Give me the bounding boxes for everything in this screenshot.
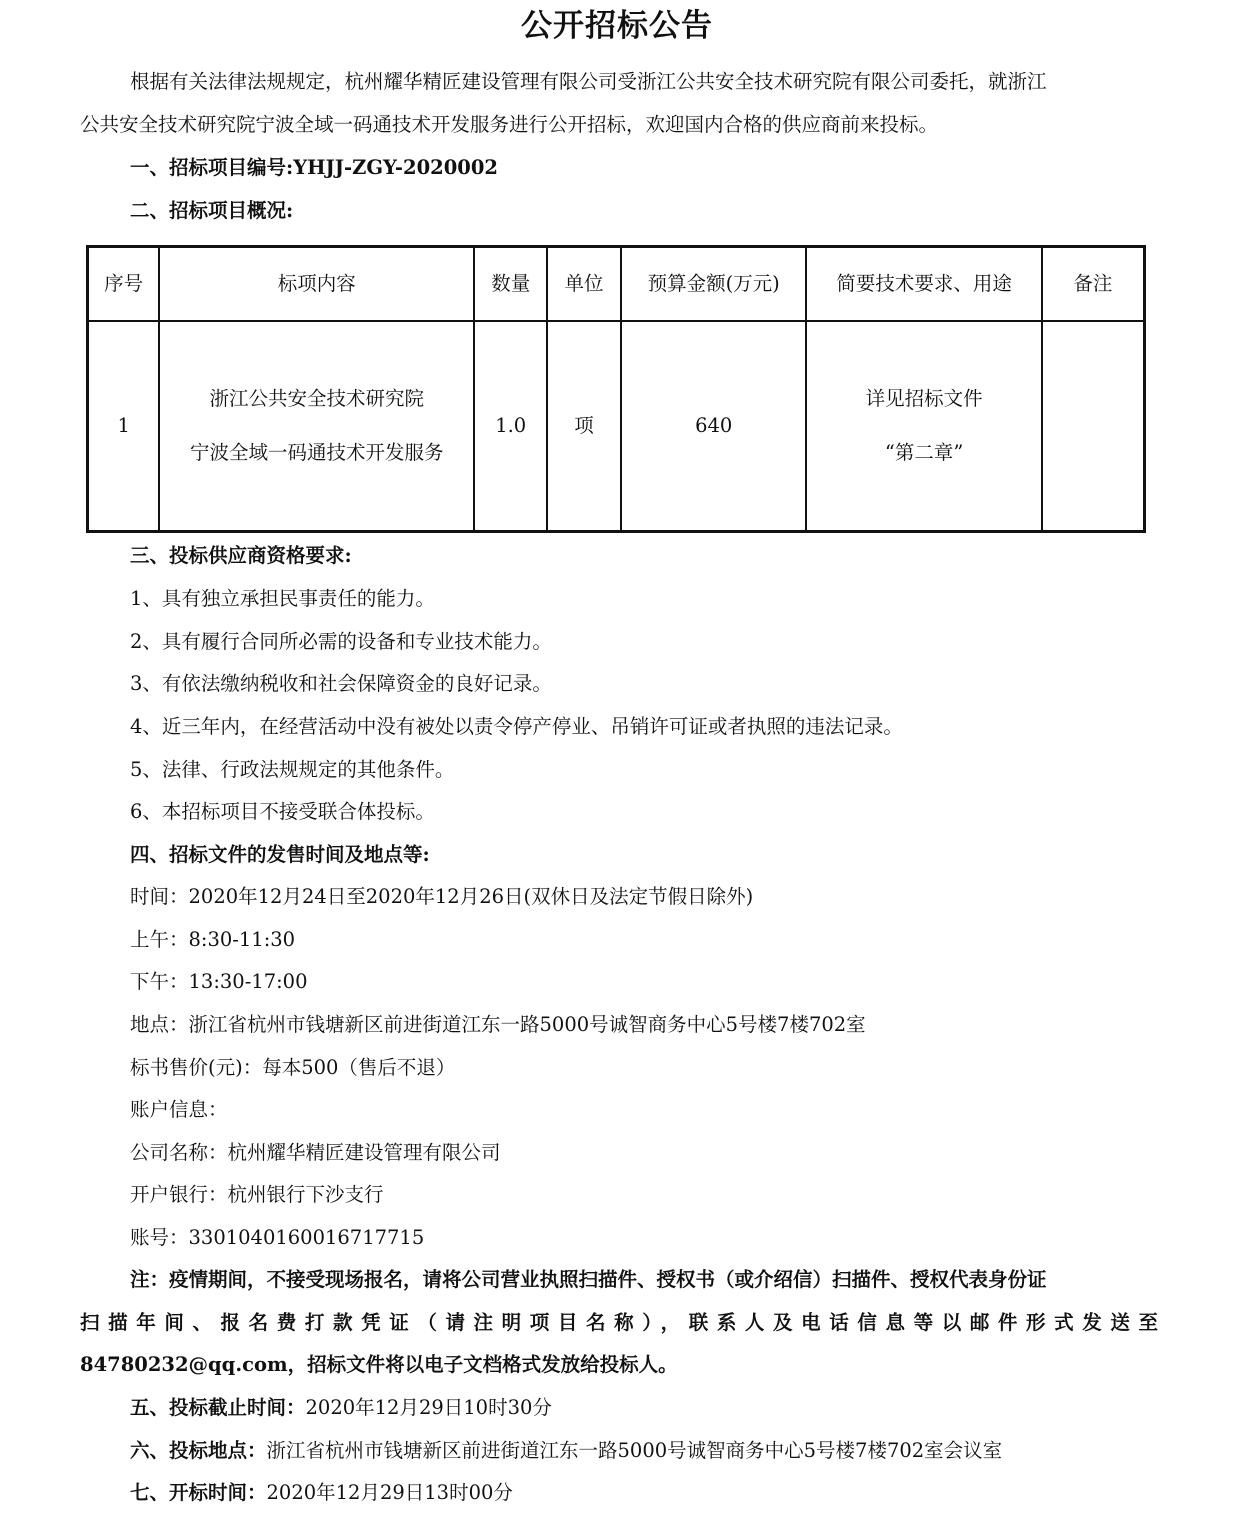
- cell-content-line-1: 浙江公共安全技术研究院: [209, 387, 425, 410]
- company-name: 公司名称：杭州耀华精匠建设管理有限公司: [130, 1141, 501, 1164]
- qualification-item: 3、有依法缴纳税收和社会保障资金的良好记录。: [130, 672, 552, 695]
- bid-table: [86, 245, 1146, 533]
- header-content: 标项内容: [159, 247, 474, 322]
- document-price: 标书售价(元)：每本500（售后不退）: [130, 1056, 456, 1079]
- bid-place-label: 六、投标地点：: [130, 1439, 267, 1462]
- cell-requirements-line-2: “第二章”: [884, 441, 964, 464]
- note-line-3: 84780232@qq.com，招标文件将以电子文档格式发放给投标人。: [80, 1353, 678, 1376]
- deadline-value: 2020年12月29日10时30分: [305, 1396, 552, 1419]
- sale-morning-hours: 上午：8:30-11:30: [130, 928, 296, 951]
- bid-place-value: 浙江省杭州市钱塘新区前进街道江东一路5000号诚智商务中心5号楼7楼702室会议室: [266, 1439, 1003, 1462]
- account-number: 账号：3301040160016717715: [130, 1226, 425, 1249]
- cell-quantity: 1.0: [474, 321, 547, 532]
- header-quantity: 数量: [474, 247, 547, 322]
- cell-unit: 项: [547, 321, 621, 532]
- cell-content: [159, 321, 474, 532]
- intro-line-2: 公共安全技术研究院宁波全域一码通技术开发服务进行公开招标，欢迎国内合格的供应商前来投标。: [80, 113, 939, 136]
- cell-budget: 640: [621, 321, 806, 532]
- section-sale-time-place: 四、招标文件的发售时间及地点等:: [130, 843, 430, 866]
- section-bid-place: [130, 1436, 1002, 1466]
- note-line-1: 注：疫情期间，不接受现场报名，请将公司营业执照扫描件、授权书（或介绍信）扫描件、授权代表身份证: [130, 1268, 1047, 1291]
- opening-time-label: 七、开标时间：: [130, 1481, 267, 1504]
- section-qualifications: 三、投标供应商资格要求:: [130, 544, 352, 567]
- sale-place: 地点：浙江省杭州市钱塘新区前进街道江东一路5000号诚智商务中心5号楼7楼702室: [130, 1013, 866, 1036]
- sale-time: 时间：2020年12月24日至2020年12月26日(双休日及法定节假日除外): [130, 885, 754, 908]
- bank-name: 开户银行：杭州银行下沙支行: [130, 1183, 384, 1206]
- table-row: [88, 321, 1145, 532]
- table-header-row: [88, 247, 1145, 322]
- header-index: 序号: [88, 247, 160, 322]
- header-remark: 备注: [1042, 247, 1145, 322]
- opening-time-value: 2020年12月29日13时00分: [266, 1481, 513, 1504]
- sale-afternoon-hours: 下午：13:30-17:00: [130, 970, 308, 993]
- section-opening-time: [130, 1478, 513, 1508]
- qualification-item: 4、近三年内，在经营活动中没有被处以责令停产停业、吊销许可证或者执照的违法记录。: [130, 715, 903, 738]
- header-unit: 单位: [547, 247, 621, 322]
- qualification-item: 6、本招标项目不接受联合体投标。: [130, 800, 435, 823]
- account-info-label: 账户信息：: [130, 1098, 228, 1121]
- section-project-number: 一、招标项目编号:YHJJ-ZGY-2020002: [130, 156, 499, 179]
- cell-remark: [1042, 321, 1145, 532]
- cell-requirements: [806, 321, 1041, 532]
- page-title: 公开招标公告: [521, 8, 713, 44]
- qualification-item: 5、法律、行政法规规定的其他条件。: [130, 758, 455, 781]
- header-requirements: 简要技术要求、用途: [806, 247, 1041, 322]
- qualification-item: 2、具有履行合同所必需的设备和专业技术能力。: [130, 630, 552, 653]
- header-budget: 预算金额(万元): [621, 247, 806, 322]
- note-line-2: 扫描年间、报名费打款凭证（请注明项目名称），联系人及电话信息等以邮件形式发送至: [80, 1311, 1158, 1334]
- deadline-label: 五、投标截止时间：: [130, 1396, 306, 1419]
- cell-content-line-2: 宁波全域一码通技术开发服务: [190, 441, 444, 464]
- section-project-overview: 二、招标项目概况:: [130, 199, 294, 222]
- qualification-item: 1、具有独立承担民事责任的能力。: [130, 587, 435, 610]
- section-deadline: [130, 1393, 552, 1423]
- intro-line-1: 根据有关法律法规规定，杭州耀华精匠建设管理有限公司受浙江公共安全技术研究院有限公司委托，就浙江: [130, 70, 1047, 93]
- cell-index: 1: [88, 321, 160, 532]
- cell-requirements-line-1: 详见招标文件: [865, 387, 983, 410]
